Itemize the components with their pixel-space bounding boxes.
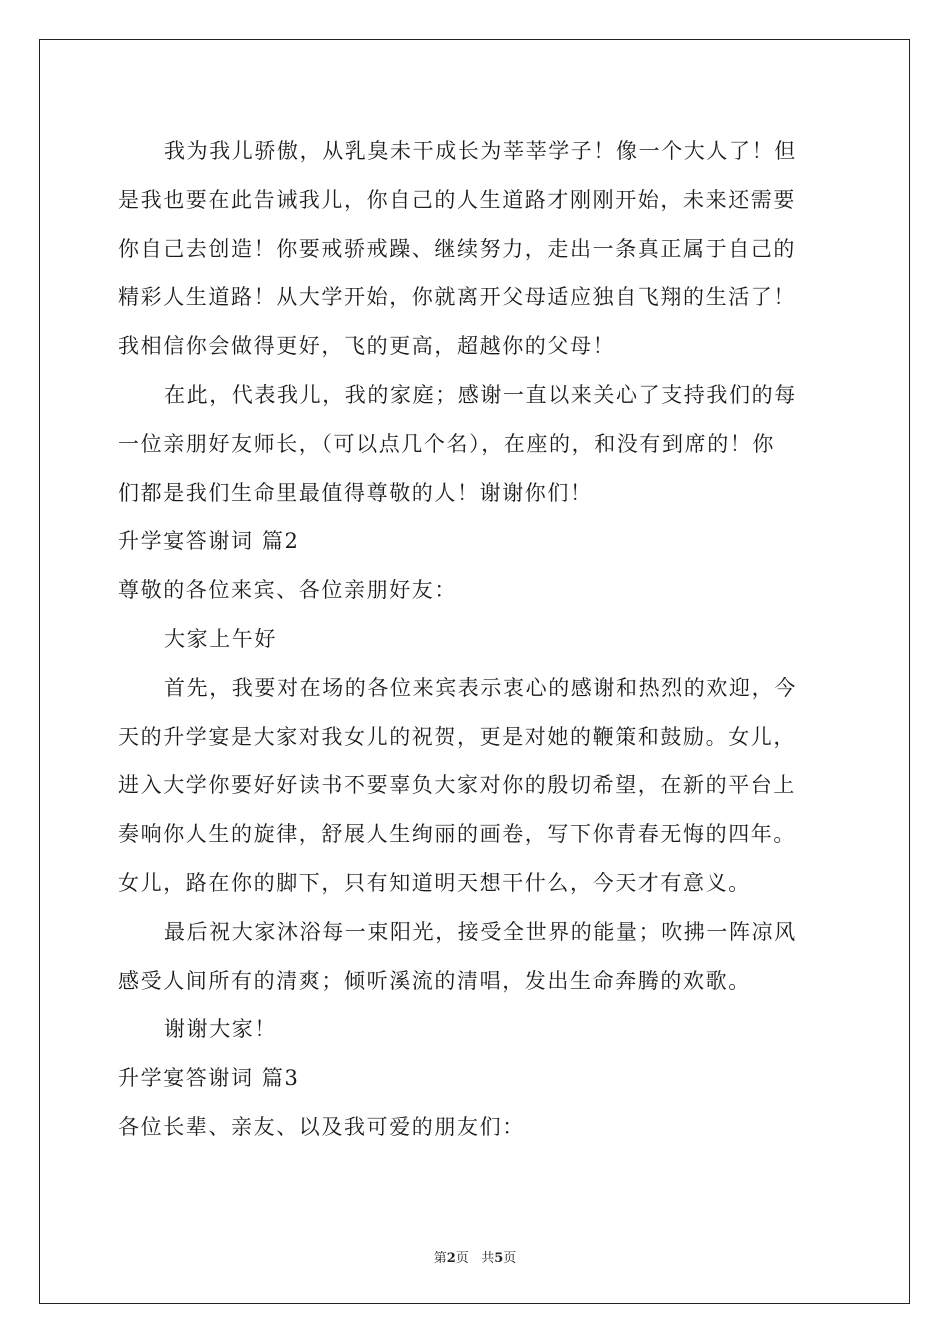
text-line: 奏响你人生的旋律，舒展人生绚丽的画卷，写下你青春无悔的四年。 (118, 822, 796, 847)
text-line: 们都是我们生命里最值得尊敬的人！谢谢你们！ (118, 480, 593, 505)
text-line: 大家上午好 (164, 626, 277, 651)
total-suffix: 页 (503, 1251, 517, 1266)
document-body (118, 127, 834, 1152)
text-line: 进入大学你要好好读书不要辜负大家对你的殷切希望，在新的平台上 (118, 773, 796, 798)
section-heading: 升学宴答谢词 篇2 (118, 529, 300, 554)
section-heading: 升学宴答谢词 篇3 (118, 1066, 300, 1091)
text-line: 最后祝大家沐浴每一束阳光，接受全世界的能量；吹拂一阵凉风 (164, 919, 797, 944)
salutation: 各位长辈、亲友、以及我可爱的朋友们： (118, 1114, 525, 1139)
text-line: 一位亲朋好友师长，（可以点几个名），在座的，和没有到席的！你 (118, 431, 775, 456)
text-line: 我相信你会做得更好，飞的更高，超越你的父母！ (118, 334, 616, 359)
text-line: 女儿，路在你的脚下，只有知道明天想干什么，今天才有意义。 (118, 870, 751, 895)
text-line: 谢谢大家！ (164, 1017, 277, 1042)
page-current: 2 (446, 1251, 456, 1266)
text-line: 你自己去创造！你要戒骄戒躁、继续努力，走出一条真正属于自己的 (118, 236, 796, 261)
total-prefix: 共 (481, 1251, 495, 1266)
page-suffix: 页 (455, 1251, 469, 1266)
page-total: 5 (494, 1251, 504, 1266)
salutation: 尊敬的各位来宾、各位亲朋好友： (118, 578, 457, 603)
text-line: 是我也要在此告诫我儿，你自己的人生道路才刚刚开始，未来还需要 (118, 187, 796, 212)
text-line: 在此，代表我儿，我的家庭；感谢一直以来关心了支持我们的每 (164, 382, 797, 407)
text-line: 精彩人生道路！从大学开始，你就离开父母适应独自飞翔的生活了！ (118, 285, 796, 310)
page-footer (0, 1247, 950, 1266)
text-line: 我为我儿骄傲，从乳臭未干成长为莘莘学子！像一个大人了！但 (164, 139, 797, 163)
text-line: 感受人间所有的清爽；倾听溪流的清唱，发出生命奔腾的欢歌。 (118, 968, 751, 993)
text-line: 天的升学宴是大家对我女儿的祝贺，更是对她的鞭策和鼓励。女儿， (118, 724, 796, 749)
page-prefix: 第 (433, 1251, 447, 1266)
text-line: 首先，我要对在场的各位来宾表示衷心的感谢和热烈的欢迎，今 (164, 675, 797, 700)
